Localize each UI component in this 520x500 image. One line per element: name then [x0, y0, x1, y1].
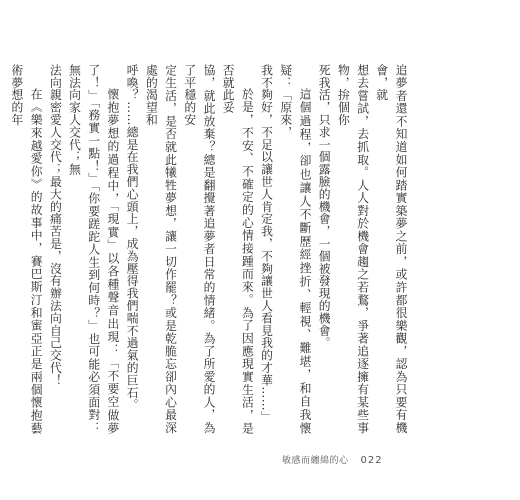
- running-title: 敏感而纏綿的心: [282, 456, 349, 466]
- page-number: 022: [360, 455, 383, 466]
- paragraph-3-cont-3: 呼喚？……總是在我們心頭上，成為壓得我們喘不過氣的巨石。: [125, 64, 140, 412]
- paragraph-4-cont: 法向親密愛人交代；最大的痛苦是，沒有辦法向自己交代！: [48, 64, 63, 387]
- paragraph-2: 這個過程，卻也讓人不斷歷經挫折、輕視、難堪，和自我懷疑：「原來，: [278, 64, 312, 434]
- paragraph-5: 在《樂來越愛你》的故事中，賽巴斯汀和蜜亞正是兩個懷抱藝術夢想的年: [9, 64, 44, 434]
- page-body-text: [9, 64, 410, 434]
- page-footer: [282, 453, 383, 466]
- paragraph-4: 懷抱夢想的過程中，「現實」以各種聲音出現：「不要空做夢了！」「務實一點！」「你要蹉跎人生到何時？」也可能必須面對：無法向家人交代；無: [67, 64, 120, 434]
- paragraph-1-cont-2: 死我活，只求一個露臉的機會，一個被發現的機會。: [317, 64, 332, 350]
- paragraph-1: 追夢者還不知道如何踏實築夢之前，或許都很樂觀，認為只要有機會，就: [374, 64, 408, 434]
- paragraph-1-cont-1: 想去嘗試，去抓取。人人對於機會趨之若鶩，爭著追逐擁有某些事物，拚個你: [336, 64, 370, 434]
- paragraph-3-cont-2: 定生活，是否就此犧牲夢想，讓一切作罷？或是乾脆忘卻內心最深處的渴望和: [144, 64, 178, 434]
- paragraph-3-cont-1: 協，就此放棄？總是翻攪著追夢者日常的情緒。為了所愛的人，為了平穩的安: [182, 64, 216, 434]
- paragraph-3: 於是，不安、不確定的心情接踵而來。為了因應現實生活，是否就此妥: [221, 64, 255, 434]
- paragraph-2-cont: 我不夠好，不足以讓世人肯定我，不夠讓世人看見我的才華……」: [259, 64, 274, 424]
